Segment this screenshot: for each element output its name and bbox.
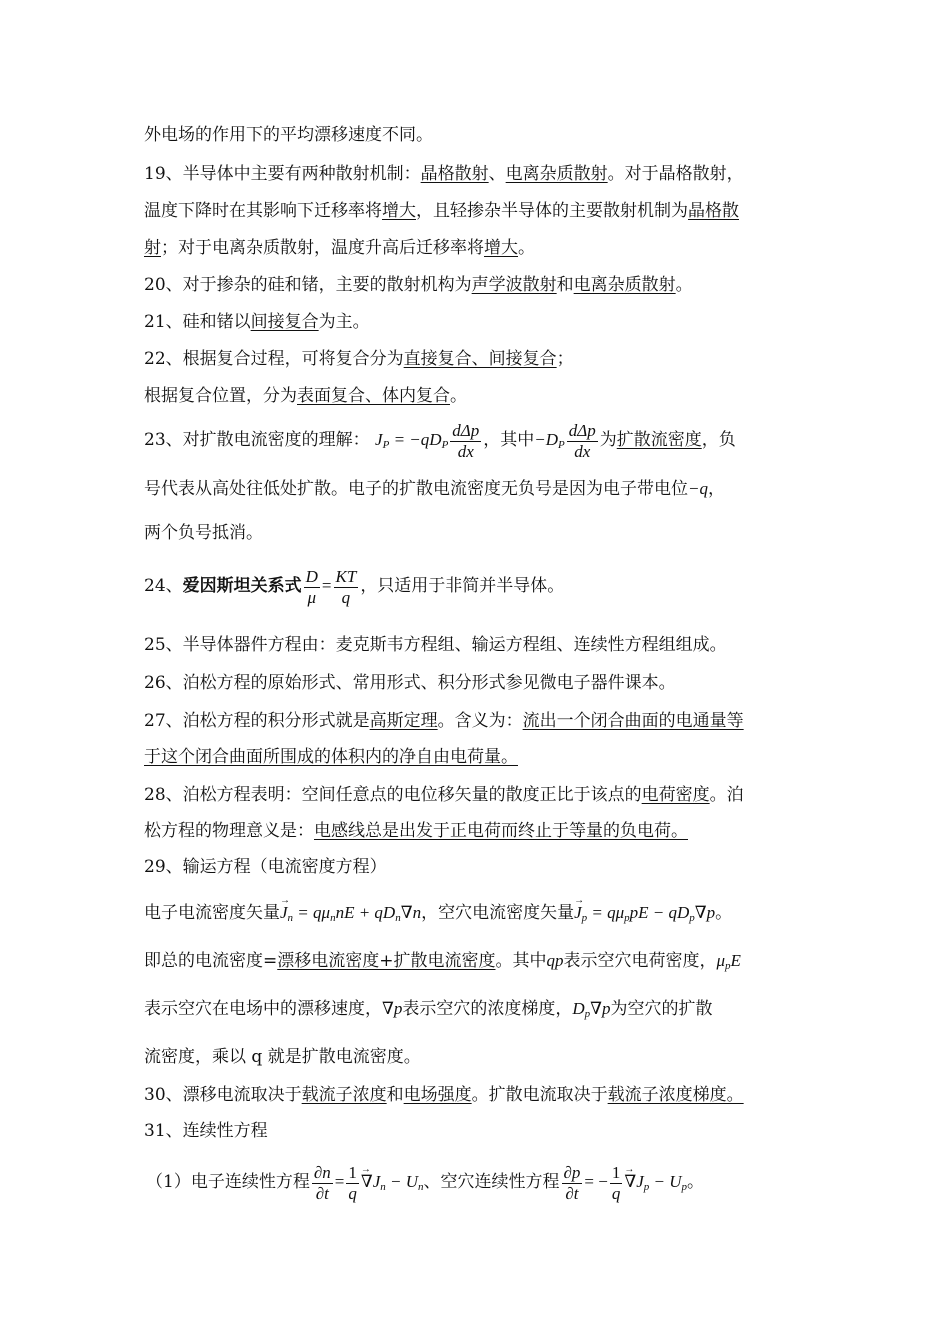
underlined-answer: 晶格散射	[420, 164, 489, 184]
formula: $J_P = -qD_P$ $\frac{\text{dΔp}}{dx}$	[375, 420, 480, 461]
text: 28、泊松方程表明：空间任意点的电位移矢量的散度正比于该点的	[144, 785, 642, 805]
underlined-answer: 于这个闭合曲面所围成的体积内的净自由电荷量。	[144, 747, 518, 767]
formula: $\frac{\partial n}{\partial t}$ = $\frac{1}{q}$ → $\nabla J_n - U_n$	[310, 1172, 424, 1191]
text: 22、根据复合过程，可将复合分为	[144, 349, 404, 369]
text: 根据复合位置，分为	[144, 386, 297, 406]
underlined-answer: 扩散流密度	[616, 430, 702, 450]
item-29-line-1	[144, 902, 732, 929]
underlined-answer: 载流子浓度	[301, 1085, 387, 1105]
item-28-line-2	[144, 820, 688, 842]
text: 为	[599, 430, 617, 450]
formula: → $J_p = q\mu_ppE - qD_p\nabla p$	[574, 903, 715, 922]
text: 流密度，乘以 q 就是扩散电流密度。	[144, 1047, 421, 1067]
text: 。泊	[709, 785, 744, 805]
text-line	[144, 124, 433, 146]
text: 。其中	[495, 951, 547, 971]
fraction: $\frac{D}{\mu}$	[305, 566, 318, 607]
underlined-answer: 表面复合、体内复合	[297, 386, 450, 406]
item-31-title	[144, 1120, 268, 1142]
item-22-line-2	[144, 385, 467, 407]
text: 表示空穴的浓度梯度，	[402, 999, 573, 1019]
item-21-line	[144, 311, 370, 333]
formula: qp	[546, 951, 564, 970]
text: 温度下降时在其影响下迁移率将	[144, 201, 382, 221]
formula: $D_p\nabla p$	[572, 999, 611, 1020]
text: ；	[556, 349, 574, 369]
text: 19、半导体中主要有两种散射机制：	[144, 164, 421, 184]
text: 27、泊松方程的积分形式就是	[144, 711, 370, 731]
underlined-answer: 射	[144, 238, 161, 258]
underlined-answer: 流出一个闭合曲面的电通量等	[522, 711, 744, 731]
text: 30、漂移电流取决于	[144, 1085, 302, 1105]
item-28-line-1	[144, 784, 744, 806]
text: 。	[675, 275, 693, 295]
underlined-answer: 电荷密度	[641, 785, 710, 805]
item-27-line-1	[144, 710, 744, 732]
text: 和	[386, 1085, 404, 1105]
underlined-answer: 间接复合	[250, 312, 319, 332]
fraction: $\frac{\text{dΔp}}{dx}$	[568, 420, 596, 461]
fraction: $\frac{1}{q}$	[611, 1162, 621, 1203]
text: 为空穴的扩散	[610, 999, 713, 1019]
text: ，负	[701, 430, 736, 450]
text: ；对于电离杂质散射，温度升高后迁移率将	[161, 238, 484, 258]
text: 即总的电流密度=	[144, 951, 278, 971]
underlined-answer: 载流子浓度梯度。	[607, 1085, 744, 1105]
formula: $\frac{\partial p}{\partial t}$ = − $\frac{1}{q}$ → $\nabla J_p - U_p$	[560, 1172, 688, 1191]
item-26-line	[144, 672, 676, 694]
formula: → $J_n = q\mu_nnE + qD_n\nabla n$	[280, 903, 421, 922]
item-23-line-2	[144, 478, 725, 500]
bold-term: 爱因斯坦关系式	[182, 576, 302, 596]
formula: −q	[688, 479, 708, 498]
text: 。	[687, 1172, 705, 1192]
item-23-line-3	[144, 522, 263, 544]
underlined-answer: 增大	[382, 201, 416, 221]
underlined-answer: 漂移电流密度+扩散电流密度	[277, 951, 496, 971]
text: 24、	[144, 576, 183, 596]
item-19-line-2	[144, 200, 739, 222]
text: 26、泊松方程的原始形式、常用形式、积分形式参见微电子器件课本。	[144, 673, 676, 693]
text: ，空穴电流密度矢量	[421, 903, 575, 923]
text: 20、对于掺杂的硅和锗，主要的散射机构为	[144, 275, 472, 295]
item-22-line-1	[144, 348, 574, 370]
text: 。扩散电流取决于	[471, 1085, 608, 1105]
item-19-line-1	[144, 163, 744, 185]
item-29-line-3	[144, 998, 713, 1025]
underlined-answer: 电场强度	[403, 1085, 472, 1105]
underlined-answer: 声学波散射	[471, 275, 557, 295]
text: 。	[518, 238, 535, 258]
text: 23、对扩散电流密度的理解：	[144, 430, 370, 450]
item-29-line-2	[144, 950, 741, 977]
underlined-answer: 晶格散	[688, 201, 739, 221]
item-20-line	[144, 274, 693, 296]
item-29-line-4	[144, 1046, 421, 1068]
text: 、	[488, 164, 506, 184]
paragraph-text: 外电场的作用下的平均漂移速度不同。	[144, 125, 433, 145]
text: 电子电流密度矢量	[144, 903, 280, 923]
formula: $\mu_pE$	[716, 951, 741, 972]
item-19-line-3	[144, 237, 535, 259]
fraction: $\frac{1}{q}$	[348, 1162, 357, 1203]
text: 表示空穴电荷密度，	[563, 951, 717, 971]
text: （1）电子连续性方程	[146, 1172, 310, 1192]
formula: $-D_P$ $\frac{\text{dΔp}}{dx}$	[534, 420, 596, 461]
text: 号代表从高处往低处扩散。电子的扩散电流密度无负号是因为电子带电位	[144, 479, 688, 499]
text: 和	[556, 275, 574, 295]
text: 21、硅和锗以	[144, 312, 251, 332]
text: 松方程的物理意义是：	[144, 821, 314, 841]
underlined-answer: 电离杂质散射	[573, 275, 676, 295]
formula: ∇p	[382, 999, 403, 1018]
item-31-line-1	[146, 1160, 704, 1209]
text: 25、半导体器件方程由：麦克斯韦方程组、输运方程组、连续性方程组组成。	[144, 635, 727, 655]
text: ，	[707, 479, 725, 499]
text: ，只适用于非简并半导体。	[360, 576, 565, 596]
underlined-answer: 电感线总是出发于正电荷而终止于等量的负电荷。	[314, 821, 688, 841]
item-24-line	[144, 564, 564, 608]
text: 。含义为：	[437, 711, 523, 731]
underlined-answer: 高斯定理	[369, 711, 438, 731]
item-30-line	[144, 1084, 744, 1106]
fraction: $\frac{KT}{q}$	[335, 566, 357, 607]
fraction: $\frac{\partial n}{\partial t}$	[313, 1162, 331, 1203]
text: ，其中	[483, 430, 535, 450]
item-25-line	[144, 634, 727, 656]
underlined-answer: 增大	[484, 238, 518, 258]
text: 。	[450, 386, 467, 406]
text: 31、连续性方程	[144, 1121, 268, 1141]
text: 、空穴连续性方程	[423, 1172, 560, 1192]
text: 表示空穴在电场中的漂移速度，	[144, 999, 382, 1019]
text: 。对于晶格散射，	[607, 164, 744, 184]
text: 。	[715, 903, 733, 923]
underlined-answer: 直接复合、间接复合	[403, 349, 557, 369]
fraction: $\frac{\partial p}{\partial t}$	[563, 1162, 581, 1203]
underlined-answer: 电离杂质散射	[505, 164, 608, 184]
item-23-line-1	[144, 418, 736, 467]
text: 29、输运方程（电流密度方程）	[144, 857, 387, 877]
text: 两个负号抵消。	[144, 523, 263, 543]
item-27-line-2	[144, 746, 518, 768]
item-29-title	[144, 856, 387, 878]
text: ，且轻掺杂半导体的主要散射机制为	[416, 201, 688, 221]
formula: $\frac{D}{\mu}$ = $\frac{KT}{q}$	[305, 566, 357, 607]
fraction: $\frac{\text{dΔp}}{dx}$	[452, 420, 480, 461]
text: 为主。	[318, 312, 370, 332]
